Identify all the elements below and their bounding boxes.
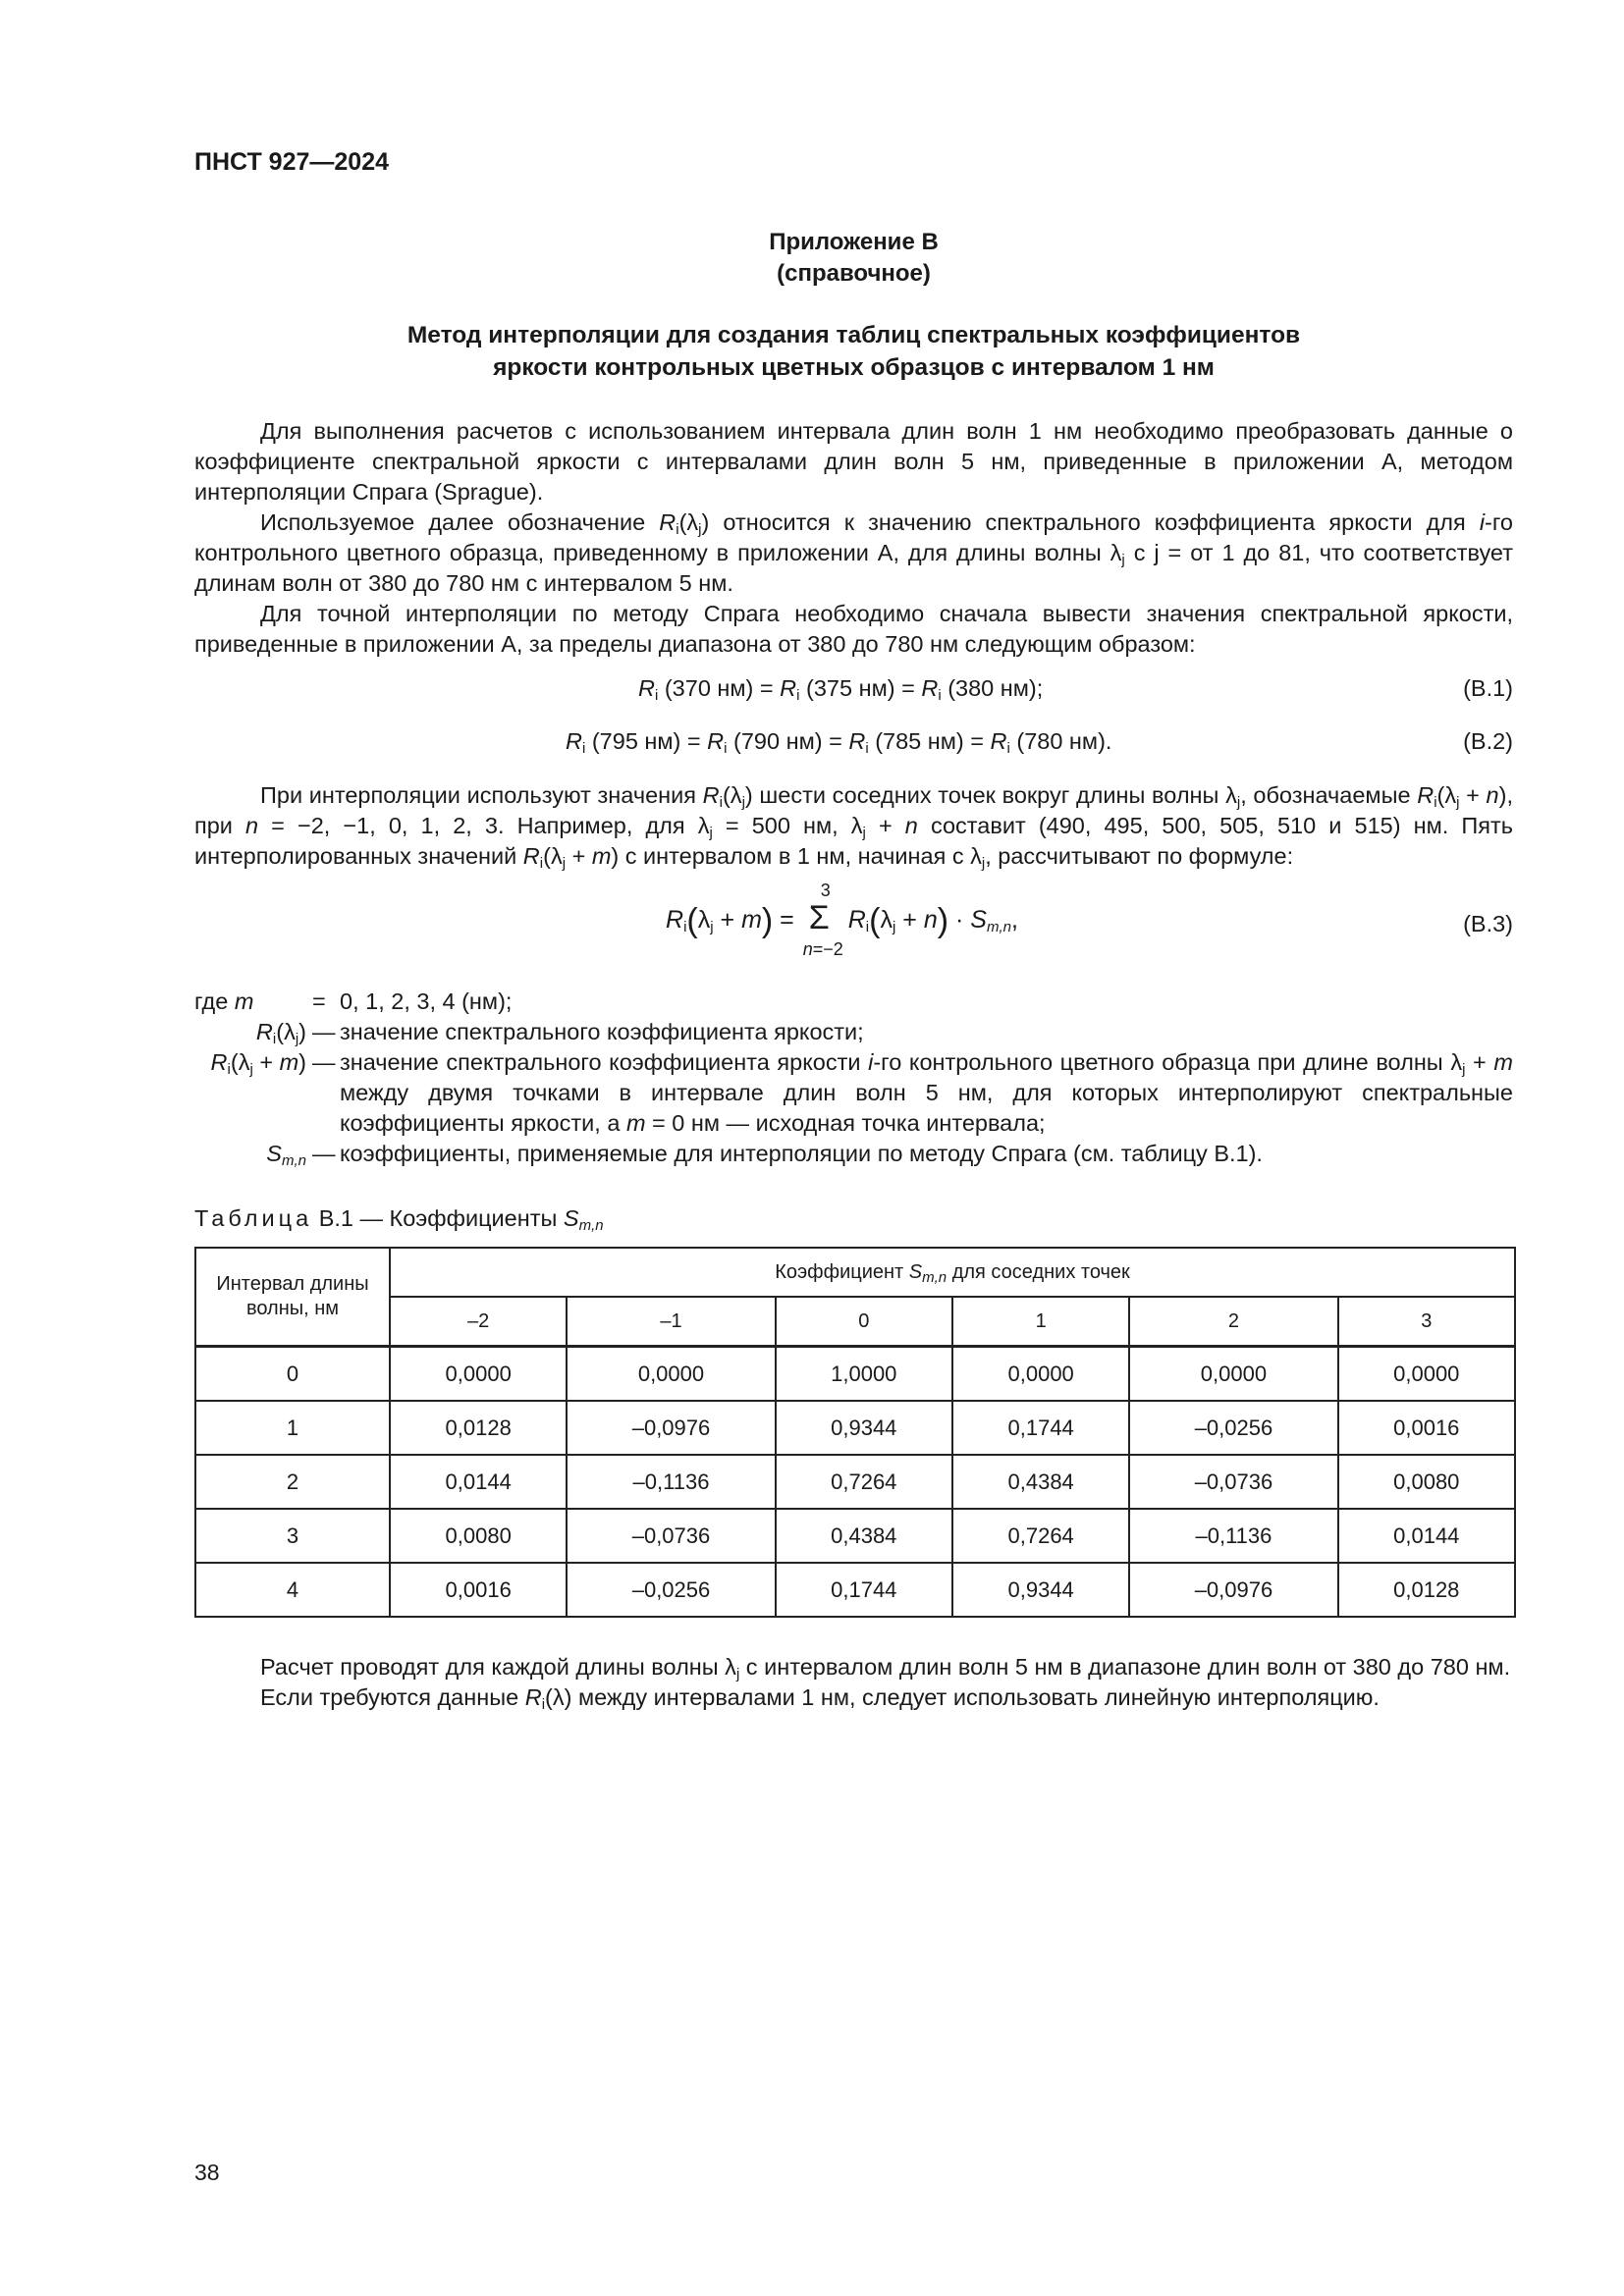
- table-cell: –0,1136: [567, 1455, 775, 1509]
- row-interval: 4: [195, 1563, 390, 1617]
- equation-b3-formula: $R_i(\lambda_j + m)$ = Σ 3 n=−2 $R_i(\lambda_j + n) \cdot S_{m,n}$,: [666, 881, 1018, 959]
- appendix-title: Приложение В: [769, 229, 939, 255]
- closing-text: [194, 1652, 1513, 1713]
- table-cell: 0,4384: [952, 1455, 1129, 1509]
- table-cell: 0,0080: [1338, 1455, 1515, 1509]
- table-cell: –0,0256: [1129, 1401, 1337, 1455]
- header-neighbor: 0: [776, 1297, 952, 1347]
- header-neighbor: 2: [1129, 1297, 1337, 1347]
- table-cell: 0,0144: [1338, 1509, 1515, 1563]
- paragraph-3: Для точной интерполяции по методу Спрага необходимо сначала вывести значения спектральной яркости, приведенные в приложении А, за пределы диапазона от 380 до 780 нм следующим образом:: [194, 601, 1513, 657]
- section-title-line-2: яркости контрольных цветных образцов с интервалом 1 нм: [493, 354, 1215, 381]
- table-caption-number: В.1 — Коэффициенты: [318, 1205, 558, 1231]
- interpolation-text: [194, 780, 1513, 872]
- table-cell: 0,0016: [1338, 1401, 1515, 1455]
- paragraph-6: Если требуются данные $R_i(\lambda)$ между интервалами 1 нм, следует использовать линейную интерполяцию.: [260, 1684, 1380, 1713]
- appendix-heading: [194, 227, 1513, 290]
- section-title-line-1: Метод интерполяции для создания таблиц спектральных коэффициентов: [406, 322, 1301, 348]
- header-coefficient-group: Коэффициент $S_{m,n}$ для соседних точек: [390, 1248, 1515, 1297]
- header-interval: Интервал длины волны, нм: [195, 1248, 390, 1347]
- equation-b1-formula: $R_i$ (370 $нм) = R_i$ (375 $нм) = R_i$ (380 нм);: [638, 675, 1044, 704]
- equation-b1-number: (В.1): [1463, 675, 1513, 701]
- table-cell: 0,0080: [390, 1509, 567, 1563]
- header-neighbor: 3: [1338, 1297, 1515, 1347]
- table-cell: 0,0000: [1129, 1347, 1337, 1402]
- table-cell: –0,0736: [567, 1509, 775, 1563]
- table-cell: 0,9344: [776, 1401, 952, 1455]
- paragraph-2: Используемое далее обозначение $R_i(\lambda_j)$ относится к значению спектрального коэффициента яркости для i-го контрольного цветного образца, приведенному в приложении А, для длины волны $\lambda_j$ с j = от 1 до 81, что соответствует длинам волн от 380 до 780 нм с интервалом 5 нм.: [194, 509, 1513, 596]
- equation-b2-number: (В.2): [1463, 728, 1513, 754]
- table-cell: 0,0000: [952, 1347, 1129, 1402]
- table-row: [195, 1455, 1515, 1509]
- header-neighbor: –2: [390, 1297, 567, 1347]
- where-clause: [194, 987, 1513, 1169]
- table-cell: 0,4384: [776, 1509, 952, 1563]
- table-cell: 0,7264: [952, 1509, 1129, 1563]
- paragraph-5: Расчет проводят для каждой длины волны $\lambda_j$ с интервалом длин волн 5 нм в диапазоне длин волн от 380 до 780 нм.: [260, 1654, 1511, 1682]
- table-row: [195, 1563, 1515, 1617]
- table-caption: Таблица В.1 — Коэффициенты $S_{m,n}$: [194, 1205, 604, 1234]
- table-cell: –0,1136: [1129, 1509, 1337, 1563]
- row-interval: 0: [195, 1347, 390, 1402]
- row-interval: 1: [195, 1401, 390, 1455]
- coefficients-table: [194, 1247, 1516, 1618]
- equation-b2: [194, 726, 1513, 760]
- table-cell: –0,0736: [1129, 1455, 1337, 1509]
- document-code: ПНСТ 927—2024: [194, 148, 389, 176]
- table-cell: –0,0256: [567, 1563, 775, 1617]
- table-cell: –0,0976: [567, 1401, 775, 1455]
- table-cell: 0,0144: [390, 1455, 567, 1509]
- table-cell: 0,9344: [952, 1563, 1129, 1617]
- table-cell: –0,0976: [1129, 1563, 1337, 1617]
- table-cell: 1,0000: [776, 1347, 952, 1402]
- where-m: где m = 0, 1, 2, 3, 4 (нм);: [194, 987, 1513, 1017]
- equation-b3-number: (В.3): [1463, 911, 1513, 936]
- where-m-values: 0, 1, 2, 3, 4 (нм);: [340, 988, 513, 1014]
- table-row: [195, 1509, 1515, 1563]
- equation-b2-formula: $R_i$ (795 $нм) = R_i$ (790 $нм) = R_i$ (785 $нм) = R_i$ (780 нм).: [566, 728, 1112, 757]
- where-ri-lambda-m: $R_i(\lambda_j + m)$ — значение спектрального коэффициента яркости i-го контрольного цветного образца при длине волны $\lambda_j + m$ между двумя точками в интервале длин волн 5 нм, для которых интерполируют спектральные коэффициенты яркости, а m = 0 нм — исходная точка интервала;: [210, 1049, 1513, 1136]
- table-cell: 0,0128: [390, 1401, 567, 1455]
- table-cell: 0,0000: [567, 1347, 775, 1402]
- paragraph-1: Для выполнения расчетов с использованием интервала длин волн 1 нм необходимо преобразовать данные о коэффициенте спектральной яркости с интервалами длин волн 5 нм, приведенные в приложении А, методом интерполяции Спрага (Sprague).: [194, 418, 1513, 505]
- table-row: [195, 1401, 1515, 1455]
- sum-symbol: Σ 3 n=−2: [802, 881, 843, 959]
- where-smn: $S_{m,n}$ — коэффициенты, применяемые для интерполяции по методу Спрага (см. таблицу В.1).: [266, 1141, 1263, 1169]
- row-interval: 3: [195, 1509, 390, 1563]
- paragraph-4: При интерполяции используют значения $R_i(\lambda_j)$ шести соседних точек вокруг длины волны $\lambda_j$, обозначаемые $R_i(\lambda_j + n)$, при n = −2, −1, 0, 1, 2, 3. Например, для $\lambda_j = 500$ нм, $\lambda_j + n$ составит (490, 495, 500, 505, 510 и 515) нм. Пять интерполированных значений $R_i(\lambda_j + m)$ с интервалом в 1 нм, начиная с $\lambda_j$, рассчитывают по формуле:: [194, 782, 1513, 872]
- table-caption-prefix: Таблица: [194, 1205, 313, 1231]
- equation-b3: [194, 881, 1513, 964]
- section-title: [194, 319, 1513, 384]
- appendix-kind: (справочное): [777, 260, 931, 287]
- table-row: [195, 1347, 1515, 1402]
- equation-b1: [194, 673, 1513, 707]
- table-cell: 0,7264: [776, 1455, 952, 1509]
- table-cell: 0,1744: [776, 1563, 952, 1617]
- table-cell: 0,0016: [390, 1563, 567, 1617]
- row-interval: 2: [195, 1455, 390, 1509]
- table-cell: 0,0000: [390, 1347, 567, 1402]
- table-cell: 0,0000: [1338, 1347, 1515, 1402]
- where-ri-lambda: $R_i(\lambda_j)$ — значение спектрального коэффициента яркости;: [255, 1019, 864, 1047]
- header-neighbor: 1: [952, 1297, 1129, 1347]
- table-cell: 0,0128: [1338, 1563, 1515, 1617]
- table-cell: 0,1744: [952, 1401, 1129, 1455]
- header-neighbor: –1: [567, 1297, 775, 1347]
- page-number: 38: [194, 2160, 220, 2185]
- intro-text: [194, 416, 1513, 660]
